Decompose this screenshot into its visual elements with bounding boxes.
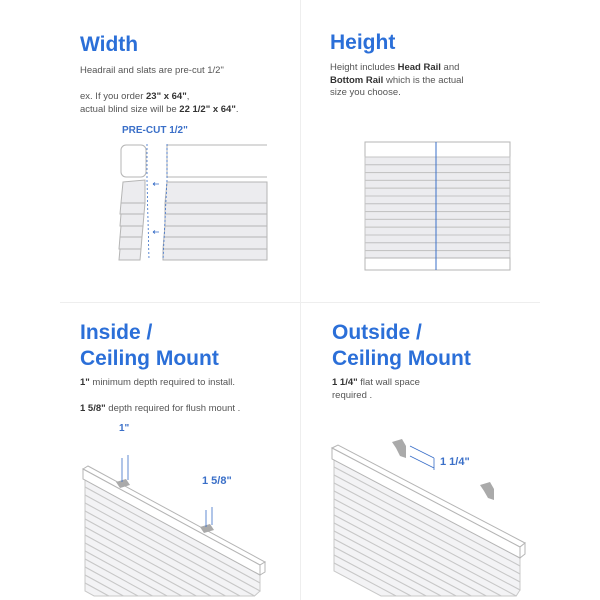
inside-title-line2: Ceiling Mount xyxy=(80,347,219,370)
inside-title-line1: Inside / xyxy=(80,321,153,344)
actual-prefix: actual blind size will be xyxy=(80,103,180,115)
height-diagram xyxy=(360,138,515,273)
width-description: Headrail and slats are pre-cut 1/2" xyxy=(80,65,224,76)
outside-title xyxy=(332,320,471,372)
min-depth-value: 1" xyxy=(80,377,90,388)
actual-size: 22 1/2" x 64" xyxy=(179,103,236,115)
height-text-prefix: Height includes xyxy=(330,62,398,73)
head-rail-label: Head Rail xyxy=(397,62,441,73)
min-depth-text: minimum depth required to install. xyxy=(89,377,236,388)
bottom-rail-label: Bottom Rail xyxy=(330,74,384,86)
outside-title-line1: Outside / xyxy=(332,321,422,344)
slat xyxy=(365,243,510,251)
outside-label: 1 1/4" xyxy=(440,456,470,468)
outside-space xyxy=(332,377,422,402)
slat xyxy=(365,251,510,258)
inside-label-2: 1 5/8" xyxy=(202,475,232,487)
slats xyxy=(365,157,510,258)
width-example xyxy=(80,91,290,116)
example-prefix: ex. If you order xyxy=(80,91,147,102)
height-text-mid: and xyxy=(440,62,460,73)
slats xyxy=(85,479,260,596)
slat xyxy=(365,180,510,188)
headrail xyxy=(167,145,267,177)
slat xyxy=(365,235,510,243)
horizontal-divider xyxy=(60,302,540,303)
slat xyxy=(365,204,510,212)
headrail-offcut xyxy=(121,145,146,177)
inside-min-depth xyxy=(80,377,235,390)
slat xyxy=(365,173,510,181)
vertical-divider xyxy=(300,0,301,600)
slats xyxy=(119,180,267,260)
slat xyxy=(365,227,510,235)
inside-title xyxy=(80,320,219,372)
space-lines xyxy=(410,446,434,470)
slat xyxy=(365,157,510,165)
slat xyxy=(365,188,510,196)
slat xyxy=(365,219,510,227)
bottom-rail xyxy=(365,258,510,270)
example-suffix: , xyxy=(186,91,190,102)
width-title: Width xyxy=(80,33,139,56)
outside-title-line2: Ceiling Mount xyxy=(332,347,471,370)
inside-mount-diagram xyxy=(60,430,300,598)
example-order: 23" x 64" xyxy=(146,91,187,102)
height-text-suffix: which is the actual size you choose. xyxy=(330,74,464,98)
inside-label-1: 1" xyxy=(119,423,130,434)
inside-flush xyxy=(80,403,240,416)
actual-suffix: . xyxy=(235,103,239,115)
height-title: Height xyxy=(330,31,396,54)
space-value: 1 1/4" xyxy=(332,377,358,388)
flush-text: depth required for flush mount . xyxy=(105,403,241,414)
space-text: flat wall space required . xyxy=(332,377,420,401)
outside-mount-diagram xyxy=(320,430,560,598)
height-description xyxy=(330,62,480,100)
slat xyxy=(365,165,510,173)
arrow-icon xyxy=(153,183,159,234)
flush-value: 1 5/8" xyxy=(80,403,106,414)
precut-label: PRE-CUT 1/2" xyxy=(122,125,188,136)
slat xyxy=(365,212,510,220)
head-rail xyxy=(365,142,510,157)
width-diagram xyxy=(115,140,270,270)
slat xyxy=(365,196,510,204)
